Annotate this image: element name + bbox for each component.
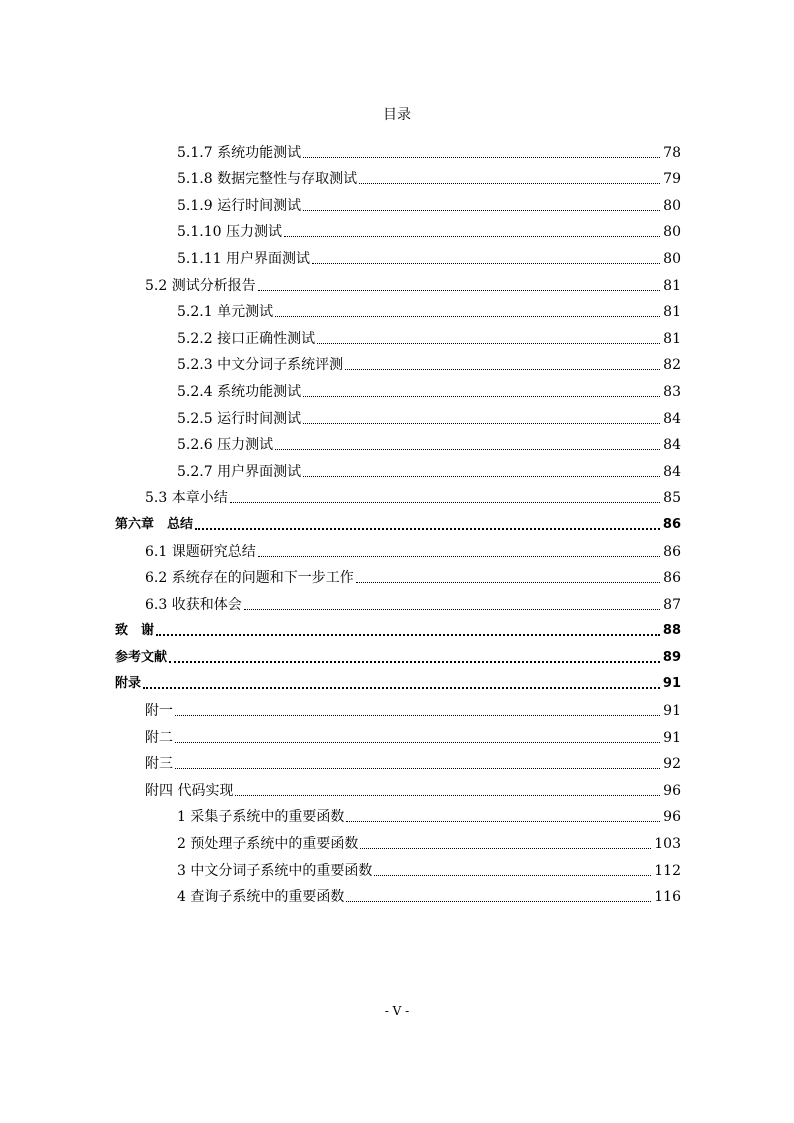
toc-entry-page: 80 — [663, 197, 681, 214]
toc-entry[interactable] — [115, 295, 681, 322]
toc-entry-page: 86 — [663, 570, 681, 587]
toc-entry[interactable] — [115, 135, 681, 162]
toc-entry[interactable] — [115, 534, 681, 561]
dot-leader — [303, 423, 660, 424]
dot-leader — [303, 396, 660, 397]
dot-leader — [143, 687, 660, 689]
dot-leader — [312, 263, 660, 264]
toc-entry-page: 81 — [663, 277, 681, 294]
dot-leader — [356, 582, 660, 583]
toc-entry[interactable] — [115, 880, 681, 907]
toc-entry-page: 91 — [663, 729, 681, 746]
toc-entry-title: 5.1.10 压力测试 — [177, 224, 282, 241]
toc-entry[interactable] — [115, 773, 681, 800]
toc-entry[interactable] — [115, 747, 681, 774]
toc-entry-title: 5.1.8 数据完整性与存取测试 — [177, 171, 358, 188]
toc-entry[interactable] — [115, 401, 681, 428]
toc-entry[interactable] — [115, 640, 681, 667]
dot-leader — [359, 183, 660, 184]
toc-entry-page: 80 — [663, 250, 681, 267]
toc-entry-title: 6.1 课题研究总结 — [145, 543, 256, 560]
dot-leader — [235, 795, 660, 796]
page-footer — [0, 1004, 794, 1018]
toc-entry-page: 88 — [662, 623, 681, 639]
dot-leader — [317, 343, 660, 344]
dot-leader — [230, 502, 660, 503]
dot-leader — [275, 449, 660, 450]
dot-leader — [175, 715, 660, 716]
dot-leader — [169, 661, 660, 663]
toc-entry-page: 89 — [662, 649, 681, 665]
toc-entry-page: 80 — [663, 224, 681, 241]
toc-entry[interactable] — [115, 321, 681, 348]
toc-entry-page: 81 — [663, 304, 681, 321]
toc-entry[interactable] — [115, 667, 681, 694]
toc-entry-page: 96 — [663, 782, 681, 799]
toc-entry[interactable] — [115, 188, 681, 215]
dot-leader — [360, 848, 651, 849]
dot-leader — [244, 609, 660, 610]
toc-entry-page: 103 — [654, 836, 681, 853]
dot-leader — [346, 821, 660, 822]
toc-entry-title: 6.2 系统存在的问题和下一步工作 — [145, 570, 354, 587]
dot-leader — [156, 634, 660, 636]
toc-entry-title: 5.2.7 用户界面测试 — [177, 463, 302, 480]
toc-entry-page: 84 — [663, 463, 681, 480]
dot-leader — [303, 157, 660, 158]
dot-leader — [346, 901, 651, 902]
toc-entry-title: 附二 — [145, 729, 173, 746]
toc-entry-page: 91 — [662, 676, 681, 692]
toc-entry[interactable] — [115, 268, 681, 295]
toc-entry-page: 112 — [654, 862, 681, 879]
toc-entry-page: 83 — [663, 383, 681, 400]
toc-entry-page: 84 — [663, 410, 681, 427]
dot-leader — [258, 290, 660, 291]
toc-entry[interactable] — [115, 587, 681, 614]
toc-entry-page: 81 — [663, 330, 681, 347]
toc-entry-page: 82 — [663, 357, 681, 374]
toc-entry[interactable] — [115, 693, 681, 720]
toc-entry-title: 5.2.5 运行时间测试 — [177, 410, 302, 427]
toc-entry-title: 5.2.6 压力测试 — [177, 437, 274, 454]
toc-entry[interactable] — [115, 215, 681, 242]
toc-entry-title: 1 采集子系统中的重要函数 — [177, 809, 345, 826]
toc-entry-page: 116 — [654, 889, 681, 906]
toc-entry[interactable] — [115, 800, 681, 827]
toc-entry-title: 2 预处理子系统中的重要函数 — [177, 836, 359, 853]
toc-entry-title: 6.3 收获和体会 — [145, 596, 242, 613]
page-number: - V - — [384, 1004, 410, 1018]
toc-entry-title: 第六章 总结 — [115, 516, 194, 532]
dot-leader — [284, 236, 660, 237]
toc-entry[interactable] — [115, 241, 681, 268]
toc-entry-title: 5.2.3 中文分词子系统评测 — [177, 357, 344, 374]
toc-entry[interactable] — [115, 507, 681, 534]
toc-entry-page: 86 — [663, 543, 681, 560]
dot-leader — [175, 768, 660, 769]
toc-entry-title: 5.2.4 系统功能测试 — [177, 383, 302, 400]
toc-entry-page: 87 — [663, 596, 681, 613]
dot-leader — [275, 316, 660, 317]
toc-entry-page: 85 — [663, 490, 681, 507]
toc-entry[interactable] — [115, 720, 681, 747]
toc-entry[interactable] — [115, 374, 681, 401]
toc-entry[interactable] — [115, 454, 681, 481]
toc-entry[interactable] — [115, 481, 681, 508]
toc-entry-page: 92 — [663, 756, 681, 773]
dot-leader — [195, 528, 660, 530]
toc-entry-page: 78 — [663, 144, 681, 161]
toc-entry-title: 5.1.9 运行时间测试 — [177, 197, 302, 214]
toc-entry-page: 84 — [663, 437, 681, 454]
toc-entry-title: 4 查询子系统中的重要函数 — [177, 889, 345, 906]
dot-leader — [303, 476, 660, 477]
toc-entry-title: 5.1.11 用户界面测试 — [177, 250, 310, 267]
toc-entry-title: 5.2.2 接口正确性测试 — [177, 330, 316, 347]
toc-entry[interactable] — [115, 614, 681, 641]
toc-entry-title: 附录 — [115, 676, 142, 692]
toc-entry-page: 79 — [663, 171, 681, 188]
dot-leader — [303, 210, 660, 211]
toc-entry-title: 附一 — [145, 703, 173, 720]
toc-entry-page: 86 — [662, 516, 681, 532]
toc-entry[interactable] — [115, 853, 681, 880]
toc-entry-title: 3 中文分词子系统中的重要函数 — [177, 862, 373, 879]
toc-entry-page: 91 — [663, 703, 681, 720]
toc-entry-title: 附四 代码实现 — [145, 782, 234, 799]
dot-leader — [175, 742, 660, 743]
page-header — [0, 104, 794, 124]
toc-entry-title: 5.1.7 系统功能测试 — [177, 144, 302, 161]
toc-entry-title: 5.3 本章小结 — [145, 490, 228, 507]
toc-entry[interactable] — [115, 162, 681, 189]
dot-leader — [258, 556, 660, 557]
dot-leader — [345, 369, 660, 370]
toc-entry[interactable] — [115, 428, 681, 455]
dot-leader — [374, 875, 651, 876]
toc-entry-title: 参考文献 — [115, 649, 168, 665]
toc-entry[interactable] — [115, 826, 681, 853]
toc-entry[interactable] — [115, 348, 681, 375]
table-of-contents — [115, 135, 681, 906]
toc-entry-title: 5.2.1 单元测试 — [177, 304, 274, 321]
toc-entry-title: 附三 — [145, 756, 173, 773]
toc-entry[interactable] — [115, 561, 681, 588]
header-title: 目录 — [383, 107, 411, 123]
toc-entry-title: 5.2 测试分析报告 — [145, 277, 256, 294]
toc-entry-title: 致 谢 — [115, 623, 155, 639]
toc-entry-page: 96 — [663, 809, 681, 826]
